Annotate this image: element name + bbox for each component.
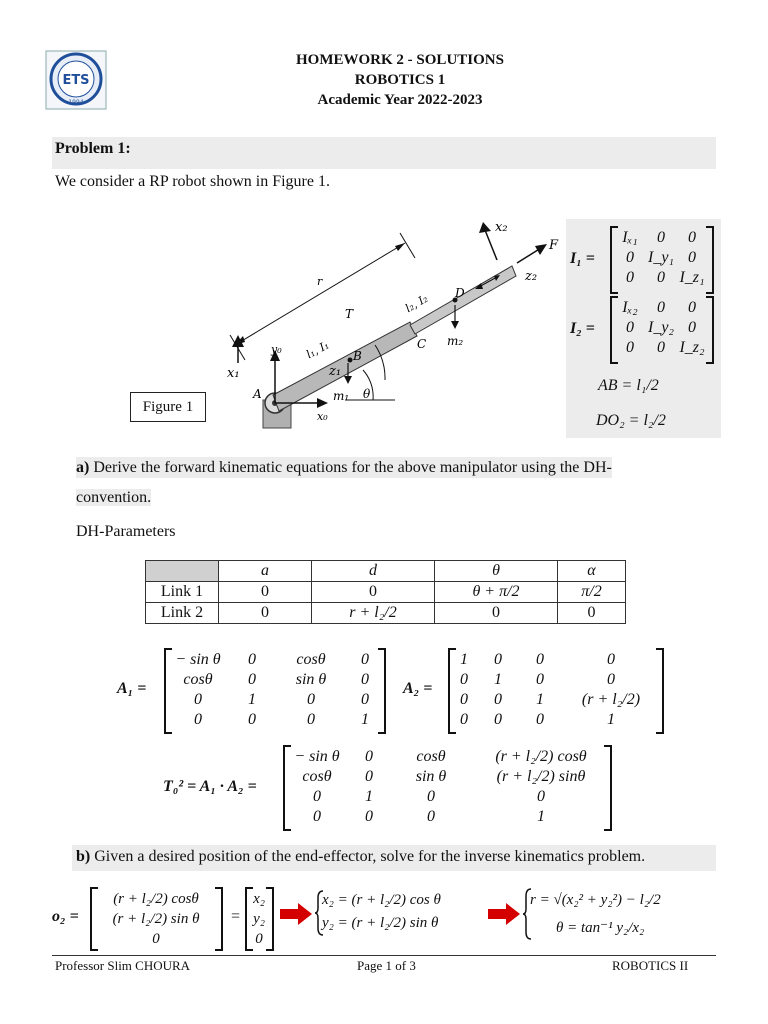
label-c: C	[417, 337, 427, 351]
sys-eq-2: y₂ = (r + l₂/2) sin θ	[322, 915, 439, 931]
footer-author: Professor Slim CHOURA	[55, 958, 191, 973]
university-logo	[45, 50, 107, 110]
logo-text: ETS	[62, 73, 90, 88]
t-matrix: − sin θ 0 cosθ (r + l₂/2) cosθ cosθ 0 sin θ (r + l₂/2) sinθ 0 1 0 0 0 0 0 1	[294, 748, 587, 825]
a2-matrix: 1 0 0 0 0 1 0 0 0 0 1 (r + l₂/2) 0 0 0 1	[460, 651, 641, 728]
label-theta: θ	[363, 387, 371, 401]
label-m2: m₂	[447, 334, 464, 348]
do2-equation: DO₂ = l₂/2	[596, 412, 666, 429]
a1-label: A₁ =	[117, 680, 147, 697]
solution-r: r = √(x₂² + y₂²) − l₂/2	[530, 892, 661, 908]
label-t: T	[345, 307, 354, 321]
problem-heading-band	[52, 137, 716, 169]
i1-matrix: Iₓ₁ 0 0 0 I_y₁ 0 0 0 I_z₁	[622, 229, 705, 286]
part-b-text: b) Given a desired position of the end-effector, solve for the inverse kinematics problem.	[76, 848, 646, 865]
label-x2: x₂	[495, 220, 508, 235]
label-m1: m₁	[333, 389, 350, 403]
label-x0: x₀	[317, 410, 328, 423]
label-f: F	[549, 238, 559, 253]
a2-label: A₂ =	[403, 680, 433, 697]
figure-caption-text: Figure 1	[142, 398, 194, 415]
label-x1: x₁	[227, 366, 240, 381]
a1-matrix: − sin θ 0 cosθ 0 cosθ 0 sin θ 0 0 1 0 0 0 0 0 1	[175, 651, 369, 728]
problem-title: Problem 1:	[55, 140, 131, 157]
label-z2: z₂	[525, 269, 538, 284]
problem-intro: We consider a RP robot shown in Figure 1.	[55, 173, 330, 190]
o2-vector: (r + l₂/2) cosθ (r + l₂/2) sin θ 0	[112, 891, 200, 947]
logo-year: 1994	[68, 99, 84, 106]
label-l1i1: l₁, I₁	[304, 338, 332, 362]
ab-equation: AB = l₁/2	[598, 377, 659, 394]
sys-eq-1: x₂ = (r + l₂/2) cos θ	[322, 892, 441, 908]
label-d: D	[455, 286, 465, 300]
solution-theta: θ = tan⁻¹ y₂/x₂	[556, 920, 645, 936]
footer-rule	[52, 955, 716, 956]
part-a-text: a) Derive the forward kinematic equations for the above manipulator using the DH-	[76, 459, 612, 476]
table-header-row: a d θ α	[146, 561, 626, 582]
label-y0: y₀	[271, 343, 282, 356]
course-title: ROBOTICS 1	[354, 72, 446, 88]
doc-title: HOMEWORK 2 - SOLUTIONS	[296, 52, 504, 68]
i1-label: I₁ =	[570, 250, 595, 267]
academic-year: Academic Year 2022-2023	[317, 92, 483, 108]
t-label: T₀² = A₁ · A₂ =	[163, 778, 257, 795]
label-l2i2: l₂, I₂	[403, 291, 431, 316]
implies-arrow-2	[488, 903, 520, 925]
footer-page: Page 1 of 3	[357, 958, 416, 973]
figure-caption	[130, 392, 206, 422]
label-r: r	[317, 275, 323, 288]
part-a-text-cont: convention.	[76, 489, 152, 506]
label-z1: z₁	[329, 364, 342, 379]
implies-arrow-1	[280, 903, 312, 925]
o2-label: o₂ =	[52, 908, 79, 925]
label-a: A	[253, 387, 262, 401]
label-b: B	[353, 349, 362, 363]
robot-figure	[205, 205, 565, 435]
i2-matrix: Iₓ₂ 0 0 0 I_y₂ 0 0 0 I_z₂	[622, 299, 705, 356]
dh-table	[145, 560, 626, 624]
table-row: Link 2 0 r + l₂/2 0 0	[146, 603, 626, 624]
point-b	[348, 358, 353, 363]
i2-label: I₂ =	[570, 320, 595, 337]
table-row: Link 1 0 0 θ + π/2 π/2	[146, 582, 626, 603]
xy-vector: x₂ y₂ 0	[253, 891, 265, 947]
footer-course: ROBOTICS II	[612, 958, 689, 973]
dh-heading: DH-Parameters	[76, 523, 176, 540]
